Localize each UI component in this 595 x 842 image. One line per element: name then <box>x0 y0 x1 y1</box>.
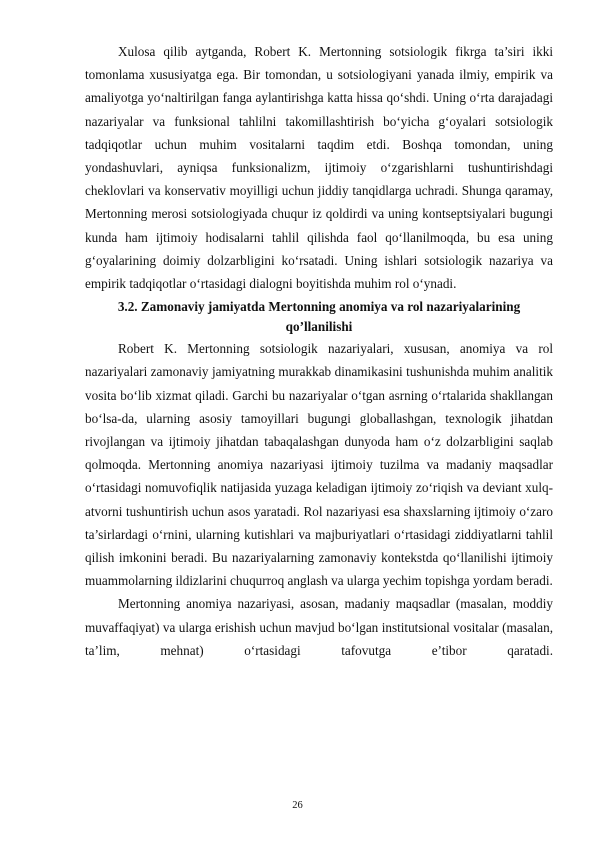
page-body <box>85 40 553 662</box>
section-heading: 3.2. Zamonaviy jamiyatda Mertonning anomiya va rol nazariyalarining qo’llanilishi <box>117 299 521 335</box>
page-number: 26 <box>292 800 303 811</box>
conclusion-paragraph: Xulosa qilib aytganda, Robert K. Mertonning sotsiologik fikrga ta’siri ikki tomonlama xususiyatga ega. Bir tomondan, u sotsiologiyani yanada ilmiy, empirik va amaliyotga yo‘naltirilgan fanga aylantirishga katta hissa qo‘shdi. Uning o‘rta darajadagi nazariyalar va funksional tahlilni takomillashtirish bo‘yicha g‘oyalari sotsiologik tadqiqotlar uchun muhim vositalarni taqdim etdi. Boshqa tomondan, uning yondashuvlari, ayniqsa funksionalizm, ijtimoiy o‘zgarishlarni tushuntirishdagi cheklovlari va konservativ moyilligi uchun jiddiy tanqidlarga uchradi. Shunga qaramay, Mertonning merosi sotsiologiyada chuqur iz qoldirdi va uning kontseptsiyalari bugungi kunda ham ijtimoiy hodisalarni tahlil qilishda faol qo‘llanilmoqda, bu esa uning g‘oyalarining doimiy dolzarbligini ko‘rsatadi. Uning ishlari sotsiologik nazariya va empirik tadqiqotlar o‘rtasidagi dialogni boyitishda muhim rol o‘ynadi. <box>85 44 553 292</box>
section-paragraph: Robert K. Mertonning sotsiologik nazariyalari, xususan, anomiya va rol nazariyalari zamonaviy jamiyatning murakkab dinamikasini tushunishda muhim analitik vosita bo‘lib xizmat qiladi. Garchi bu nazariyalar o‘tgan asrning o‘rtalarida shakllangan bo‘lsa-da, ularning asosiy tamoyillari bugungi globallashgan, texnologik jihatdan rivojlangan va ijtimoiy jihatdan tabaqalashgan dunyoda ham o‘z dolzarbligini saqlab qolmoqda. Mertonning anomiya nazariyasi ijtimoiy tuzilma va madaniy maqsadlar o‘rtasidagi nomuvofiqlik natijasida yuzaga keladigan ijtimoiy zo‘riqish va deviant xulq-atvorni tushuntirish uchun asos yaratadi. Rol nazariyasi esa shaxslarning ijtimoiy o‘zaro ta’sirlardagi o‘rnini, ularning kutishlari va majburiyatlari o‘rtasidagi ziddiyatlarni tahlil qilish imkonini beradi. Bu nazariyalarning zamonaviy kontekstda qo‘llanilishi ijtimoiy muammolarning ildizlarini chuqurroq anglash va ularga yechim topishga yordam beradi. <box>85 341 553 589</box>
section-paragraph: Mertonning anomiya nazariyasi, asosan, madaniy maqsadlar (masalan, moddiy muvaffaqiyat) va ularga erishish uchun mavjud bo‘lgan institutsional vositalar (masalan, ta’lim, mehnat) o‘rtasidagi tafovutga e’tibor qaratadi. <box>85 596 553 658</box>
